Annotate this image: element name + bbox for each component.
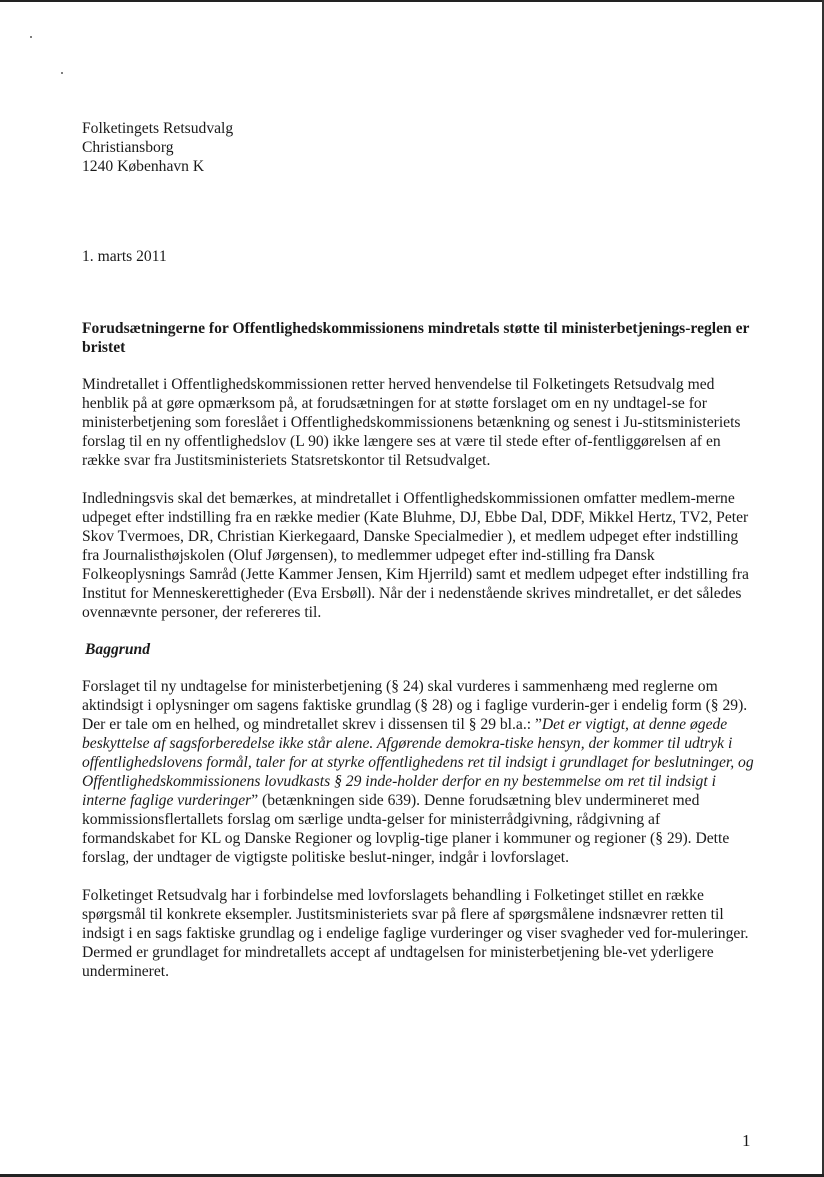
scan-speck (61, 72, 63, 74)
address-line: 1240 København K (82, 158, 205, 175)
background-text-rest: ” (betænkningen side 639). Denne forudsætning blev undermineret med kommissionsflertallets forslag om særlige undta-gelser for ministerrådgivning, rådgivning af formandskabet for KL og Danske Regioner og lovplig-tige planer i kommuner og regioner (§ 29). Dette forslag, der undtager de vigtigste politiske beslut-ninger, indgår i lovforslaget. (82, 792, 730, 866)
address-line: Christiansborg (82, 139, 174, 156)
address-line: Folketingets Retsudvalg (82, 120, 234, 137)
recipient-address (82, 119, 756, 176)
letter-date: 1. marts 2011 (82, 248, 167, 265)
scan-edge-top (0, 0, 824, 2)
paragraph-members: Indledningsvis skal det bemærkes, at mindretallet i Offentlighedskommissionen omfatter medlem-merne udpeget efter indstilling fra en række medier (Kate Bluhme, DJ, Ebbe Dal, DDF, Mikkel Hertz, TV2, Peter Skov Tvermoes, DR, Christian Kierkegaard, Danske Specialmedier ), et medlem udpeget efter indstilling fra Journalisthøjskolen (Oluf Jørgensen), to medlemmer udpeget efter ind-stilling fra Dansk Folkeoplysnings Samråd (Jette Kammer Jensen, Kim Hjerrild) samt et medlem udpeget efter indstilling fra Institut for Menneskerettigheder (Eva Ersbøll). Når der i nedenstående skrives mindretallet, er det således ovennævnte personer, der refereres til. (82, 490, 749, 621)
scan-speck (30, 36, 32, 38)
paragraph-intro: Mindretallet i Offentlighedskommissionen retter herved henvendelse til Folketingets Retsudvalg med henblik på at gøre opmærksom på, at forudsætningen for at støtte forslaget om en ny undtagel-se for ministerbetjening som foreslået i Offentlighedskommissionens betænkning og senest i Ju-stitsministeriets forslag til en ny offentlighedslov (L 90) ikke længere ses at være til stede efter of-fentliggørelsen af en række svar fra Justitsministeriets Statsretskontor til Retsudvalget. (82, 376, 741, 469)
dissent-quote: Det er vigtigt, at denne øgede beskyttelse af sagsforberedelse ikke står alene. Afgørende demokra-tiske hensyn, der kommer til udtryk i offentlighedslovens formål, taler for at styrke offentlighedens ret til indsigt i grundlaget for beslutninger, og Offentlighedskommissionens lovudkasts § 29 inde-holder derfor en ny bestemmelse om ret til indsigt i interne faglige vurderinger (82, 716, 754, 809)
letter-body (82, 119, 756, 981)
background-text: Forslaget til ny undtagelse for ministerbetjening (§ 24) skal vurderes i sammenhæng med reglerne om aktindsigt i oplysninger om sagens faktiske grundlag (§ 28) og i faglige vurderin-ger i endelig form (§ 29). Der er tale om en helhed, og mindretallet skrev i dissensen til § 29 bl.a.: ” (82, 678, 748, 733)
section-title: Baggrund (85, 641, 151, 658)
page-number: 1 (742, 1131, 751, 1150)
letter-heading: Forudsætningerne for Offentlighedskommissionens mindretals støtte til ministerbetjenings-reglen er bristet (82, 320, 750, 356)
paragraph-background (82, 677, 756, 867)
paragraph-committee: Folketinget Retsudvalg har i forbindelse med lovforslagets behandling i Folketinget stillet en række spørgsmål til konkrete eksempler. Justitsministeriets svar på flere af spørgsmålene indsnævrer retten til indsigt i en sags faktiske grundlag og i endelige faglige vurderinger og viser svagheder ved for-muleringer. Dermed er grundlaget for mindretallets accept af undtagelsen for ministerbetjening ble-vet yderligere undermineret. (82, 887, 749, 980)
